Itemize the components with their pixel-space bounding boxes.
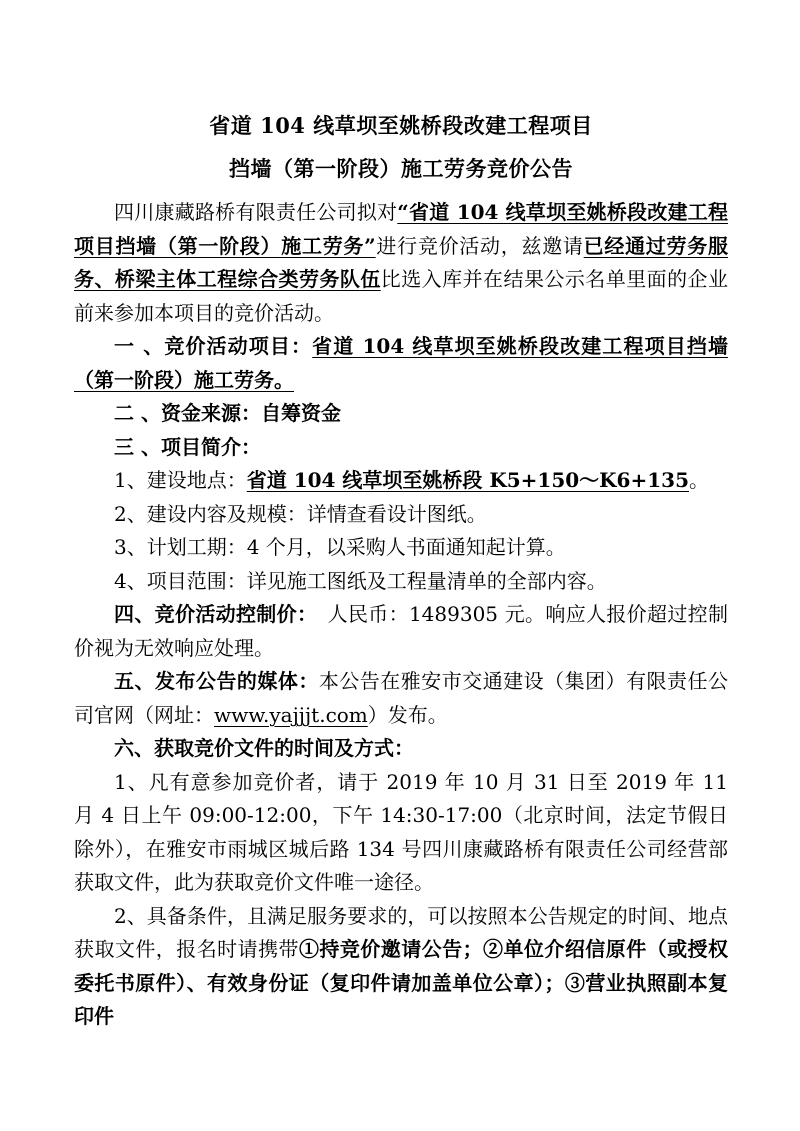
- section-1-heading: 一 、竞价活动项目：: [114, 334, 313, 358]
- section-5-media: [74, 665, 728, 732]
- item-2-lead-text: 2、具备条件，且满足服务要求的，可以按照本公告规定的时间、地点获取文件，报名时请携带: [74, 903, 728, 961]
- document-title-line1: 省道 104 线草坝至姚桥段改建工程项目: [209, 113, 593, 138]
- intro-lead-text: 四川康藏路桥有限责任公司拟对: [114, 200, 398, 224]
- section-4-control-price: [74, 598, 728, 665]
- section-5-media-text: 本公告在雅安市交通建设（集团）有限责任公司官网（网址：: [74, 669, 729, 727]
- item-4-range: 4、项目范围：详见施工图纸及工程量清单的全部内容。: [114, 568, 607, 593]
- section-5-heading: 五、发布公告的媒体：: [114, 669, 319, 693]
- qualified-teams-text: 已经通过劳务服务、桥梁主体工程综合类劳务队伍: [74, 233, 729, 291]
- document-body: [74, 196, 728, 1034]
- item-1-period: 。: [688, 468, 709, 492]
- item-2-scope: 2、建设内容及规模：详情查看设计图纸。: [114, 501, 487, 526]
- section-1-bid-project: [74, 330, 728, 397]
- intro-middle-text: 进行竞价活动，兹邀请: [375, 233, 584, 258]
- section-4-price-text: 人民币：1489305 元。响应人报价超过控制价视为无效响应处理。: [74, 602, 728, 660]
- item-1-label: 1、建设地点：: [114, 468, 247, 492]
- section-6-item-1: 1、凡有意参加竞价者，请于 2019 年 10 月 31 日至 2019 年 11 月 4 日上午 09:00-12:00，下午 14:30-17:00（北京时间，法定节假日除外），在雅安市雨城区城后路 134 号四川康藏路桥有限责任公司经营部获取文件，此为获取竞价文件唯一途径。: [74, 769, 728, 894]
- section-5-tail-text: ）发布。: [367, 702, 448, 727]
- required-documents-text: ①持竞价邀请公告；②单位介绍信原件（或授权委托书原件）、有效身份证（复印件请加盖单位公章）；③营业执照副本复印件: [74, 937, 729, 1028]
- intro-paragraph: [74, 196, 728, 330]
- intro-tail-text: 比选入库并在结果公示名单里面的企业前来参加本项目的竞价活动。: [74, 267, 729, 325]
- section-2-funding-source: 二 、资金来源：自筹资金: [114, 401, 341, 425]
- project-name-quoted: “省道 104 线草坝至姚桥段改建工程项目挡墙（第一阶段）施工劳务”: [74, 200, 728, 258]
- section-1-project-name: 省道 104 线草坝至姚桥段改建工程项目挡墙（第一阶段）施工劳务。: [74, 334, 728, 392]
- section-4-heading: 四、竞价活动控制价：: [114, 602, 308, 626]
- section-6-item-2: [74, 900, 728, 1034]
- item-3-schedule: 3、计划工期：4 个月，以采购人书面通知起计算。: [114, 535, 566, 559]
- document-title-line2: 挡墙（第一阶段）施工劳务竞价公告: [229, 156, 573, 181]
- item-1-location-value: 省道 104 线草坝至姚桥段 K5+150～K6+135: [246, 468, 689, 492]
- section-6-heading: 六、获取竞价文件的时间及方式：: [114, 736, 414, 760]
- website-url: www.yajjjt.com: [214, 702, 368, 727]
- item-1-location: [74, 464, 728, 498]
- section-3-project-brief-heading: 三 、项目简介：: [114, 434, 261, 459]
